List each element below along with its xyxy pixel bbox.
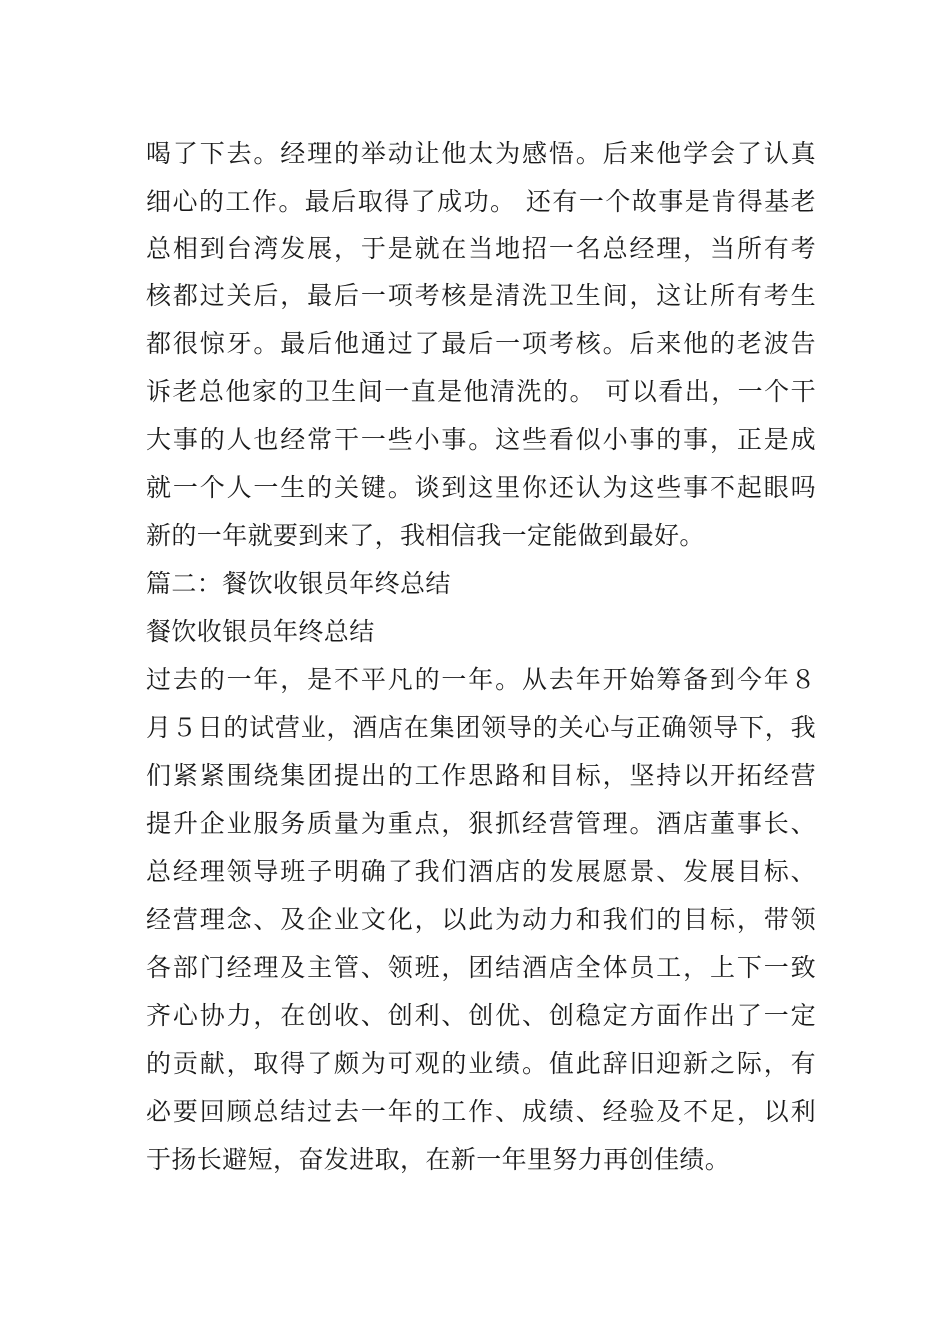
text-line: 月５日的试营业，酒店在集团领导的关心与正确领导下，我 bbox=[146, 713, 816, 742]
text-line: 总相到台湾发展，于是就在当地招一名总经理，当所有考 bbox=[146, 234, 816, 263]
text-line: 大事的人也经常干一些小事。这些看似小事的事，正是成 bbox=[146, 425, 816, 454]
text-line: 们紧紧围绕集团提出的工作思路和目标，坚持以开拓经营 bbox=[146, 761, 816, 790]
text-line: 喝了下去。经理的举动让他太为感悟。后来他学会了认真 bbox=[146, 139, 816, 168]
text-line: 经营理念、及企业文化，以此为动力和我们的目标，带领 bbox=[146, 905, 816, 934]
subtitle: 餐饮收银员年终总结 bbox=[146, 617, 375, 646]
text-line: 都很惊牙。最后他通过了最后一项考核。后来他的老波告 bbox=[146, 329, 816, 358]
text-line: 于扬长避短，奋发进取，在新一年里努力再创佳绩。 bbox=[146, 1145, 731, 1174]
section-heading: 篇二：餐饮收银员年终总结 bbox=[146, 569, 451, 598]
text-line: 诉老总他家的卫生间一直是他清洗的。 可以看出，一个干 bbox=[146, 377, 816, 406]
text-line: 新的一年就要到来了，我相信我一定能做到最好。 bbox=[146, 521, 705, 550]
text-line: 的贡献，取得了颇为可观的业绩。值此辞旧迎新之际，有 bbox=[146, 1049, 816, 1078]
text-line: 总经理领导班子明确了我们酒店的发展愿景、发展目标、 bbox=[146, 857, 816, 886]
text-line: 就一个人一生的关键。谈到这里你还认为这些事不起眼吗 bbox=[146, 473, 816, 502]
text-line: 必要回顾总结过去一年的工作、成绩、经验及不足，以利 bbox=[146, 1097, 816, 1126]
text-line: 各部门经理及主管、领班，团结酒店全体员工，上下一致 bbox=[146, 953, 816, 982]
text-line: 提升企业服务质量为重点，狠抓经营管理。酒店董事长、 bbox=[146, 809, 816, 838]
text-line: 细心的工作。最后取得了成功。 还有一个故事是肯得基老 bbox=[146, 187, 816, 216]
text-line: 核都过关后，最后一项考核是清洗卫生间，这让所有考生 bbox=[146, 281, 816, 310]
text-line: 过去的一年，是不平凡的一年。从去年开始筹备到今年８ bbox=[146, 665, 816, 694]
text-line: 齐心协力，在创收、创利、创优、创稳定方面作出了一定 bbox=[146, 1001, 816, 1030]
